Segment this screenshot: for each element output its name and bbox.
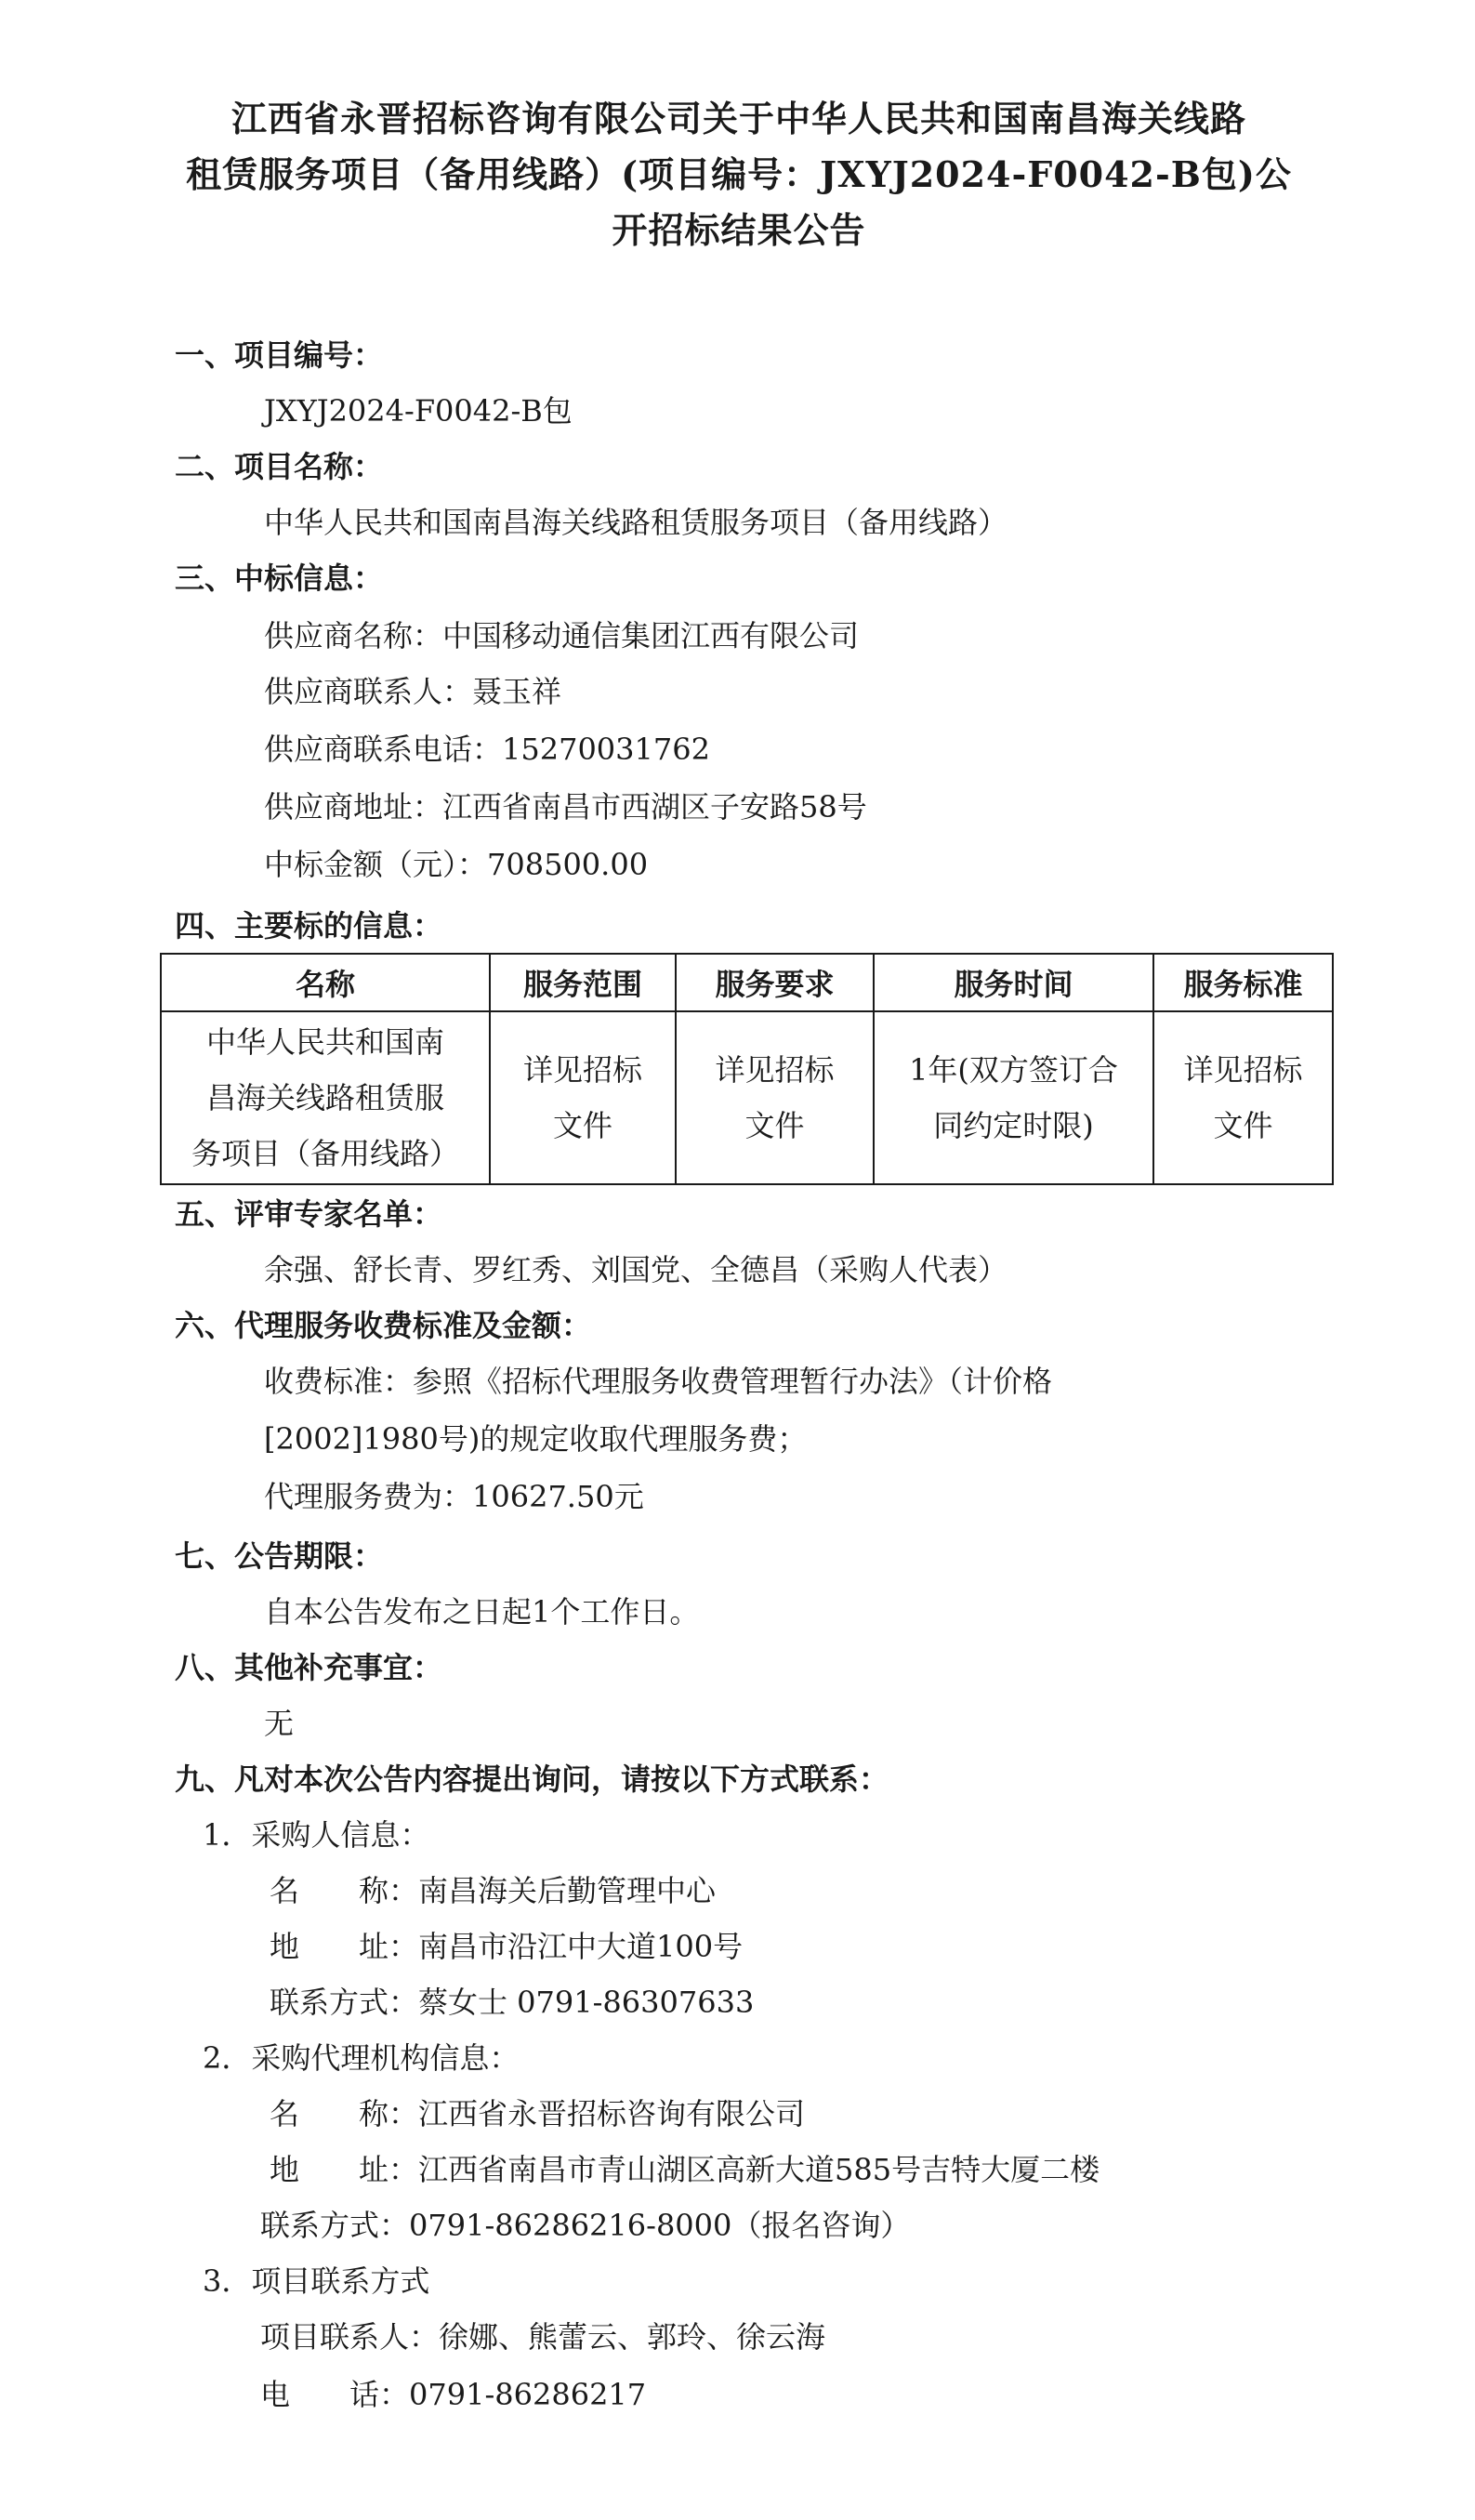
supplier-phone: 供应商联系电话：15270031762	[264, 732, 710, 767]
agency-address	[270, 2151, 1100, 2188]
project-phone-label: 电 话：	[260, 2377, 410, 2412]
other-matters: 无	[264, 1706, 295, 1741]
section-heading-project-number: 一、项目编号：	[175, 337, 384, 373]
project-name: 中华人民共和国南昌海关线路租赁服务项目（备用线路）	[264, 505, 1008, 540]
announcement-period: 自本公告发布之日起1个工作日。	[264, 1594, 700, 1629]
award-amount: 中标金额（元）：708500.00	[264, 847, 649, 882]
section-heading-announcement-period: 七、公告期限：	[175, 1538, 384, 1574]
cell-line: 昌海关线路租赁服	[205, 1080, 444, 1115]
table-cell-time	[874, 1011, 1153, 1184]
section-heading-experts: 五、评审专家名单：	[175, 1196, 443, 1232]
table-cell-scope	[490, 1011, 676, 1184]
purchaser-contact: 联系方式：蔡女士 0791-86307633	[270, 1985, 755, 2020]
table-header-row	[161, 954, 1333, 1011]
agency-address-value: 江西省南昌市青山湖区高新大道585号吉特大厦二楼	[418, 2152, 1100, 2187]
purchaser-name-label: 名 称：	[270, 1873, 419, 1908]
purchaser-address-value: 南昌市沿江中大道100号	[418, 1929, 744, 1964]
project-contact-title: 3．项目联系方式	[203, 2263, 430, 2299]
agency-contact: 联系方式：0791-86286216-8000（报名咨询）	[260, 2208, 911, 2243]
section-heading-other-matters: 八、其他补充事宜：	[175, 1650, 443, 1685]
table-cell-standard	[1153, 1011, 1333, 1184]
cell-line: 详见招标	[715, 1052, 835, 1088]
purchaser-address	[270, 1928, 743, 1965]
title-line: 江西省永晋招标咨询有限公司关于中华人民共和国南昌海关线路	[230, 98, 1246, 139]
project-contact-phone	[260, 2376, 646, 2413]
cell-line: 同约定时限)	[933, 1108, 1094, 1143]
cell-line: 中华人民共和国南	[205, 1024, 444, 1060]
purchaser-name-value: 南昌海关后勤管理中心	[418, 1873, 717, 1908]
agency-name	[270, 2095, 805, 2132]
fee-standard-line2: [2002]1980号)的规定收取代理服务费；	[264, 1421, 808, 1457]
fee-standard-line1: 收费标准：参照《招标代理服务收费管理暂行办法》（计价格	[264, 1364, 1053, 1399]
section-heading-project-name: 二、项目名称：	[175, 449, 384, 484]
section-heading-agency-fee: 六、代理服务收费标准及金额：	[175, 1308, 592, 1343]
table-header-cell: 服务时间	[874, 954, 1153, 1011]
cell-line: 务项目（备用线路）	[191, 1136, 459, 1171]
cell-line: 1年(双方签订合	[909, 1052, 1118, 1088]
table-cell-requirement	[676, 1011, 874, 1184]
section-heading-subject-info: 四、主要标的信息：	[175, 908, 443, 943]
subject-info-table	[160, 953, 1334, 1185]
agency-name-label: 名 称：	[270, 2096, 419, 2131]
table-row	[161, 1011, 1333, 1184]
table-header-cell: 服务要求	[676, 954, 874, 1011]
table-header-cell: 服务范围	[490, 954, 676, 1011]
agency-info-title: 2．采购代理机构信息：	[203, 2040, 520, 2076]
section-heading-contact: 九、凡对本次公告内容提出询问，请按以下方式联系：	[175, 1761, 889, 1797]
project-phone-value: 0791-86286217	[409, 2377, 647, 2412]
agency-fee-amount: 代理服务费为：10627.50元	[264, 1479, 644, 1514]
cell-line: 文件	[1213, 1108, 1273, 1143]
cell-line: 文件	[552, 1108, 612, 1143]
table-header-cell: 服务标准	[1153, 954, 1333, 1011]
table-cell-name	[161, 1011, 490, 1184]
supplier-address: 供应商地址：江西省南昌市西湖区子安路58号	[264, 789, 867, 825]
section-heading-award-info: 三、中标信息：	[175, 561, 384, 596]
cell-line: 详见招标	[1183, 1052, 1303, 1088]
document-title	[139, 91, 1338, 258]
purchaser-address-label: 地 址：	[270, 1929, 419, 1964]
expert-list: 余强、舒长青、罗红秀、刘国党、全德昌（采购人代表）	[264, 1252, 1008, 1287]
purchaser-info-title: 1．采购人信息：	[203, 1817, 430, 1853]
title-line: 开招标结果公告	[612, 209, 866, 251]
project-contact-people: 项目联系人：徐娜、熊蕾云、郭玲、徐云海	[260, 2319, 826, 2355]
agency-address-label: 地 址：	[270, 2152, 419, 2187]
purchaser-name	[270, 1872, 716, 1909]
table-header-cell: 名称	[161, 954, 490, 1011]
supplier-contact: 供应商联系人：聂玉祥	[264, 674, 562, 709]
title-line: 租赁服务项目（备用线路）(项目编号：JXYJ2024-F0042-B包)公	[186, 153, 1292, 195]
supplier-name: 供应商名称：中国移动通信集团江西有限公司	[264, 618, 860, 653]
project-number: JXYJ2024-F0042-B包	[264, 393, 573, 429]
cell-line: 文件	[744, 1108, 805, 1143]
cell-line: 详见招标	[522, 1052, 642, 1088]
agency-name-value: 江西省永晋招标咨询有限公司	[418, 2096, 806, 2131]
